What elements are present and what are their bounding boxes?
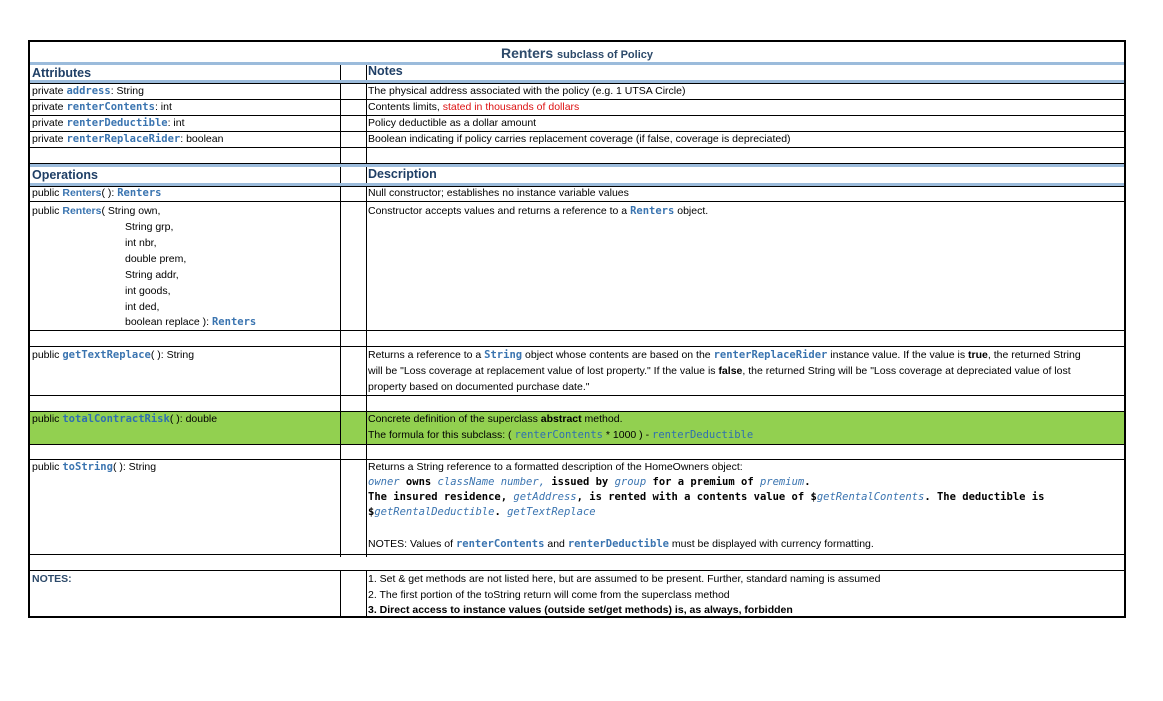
- attribute-renter-deductible-note: Policy deductible as a dollar amount: [368, 117, 537, 129]
- get-text-replace-desc-line2: will be "Loss coverage at replacement value of lost property." If the value is false, the returned String will be "Loss coverage at depreciated value of lost: [368, 365, 1071, 377]
- attribute-renter-deductible: private renterDeductible: int: [32, 117, 185, 129]
- op-to-string: public toString( ): String: [32, 461, 157, 473]
- total-contract-risk-formula: The formula for this subclass: ( renterContents * 1000 ) - renterDeductible: [368, 429, 754, 441]
- column-divider: [340, 571, 341, 618]
- op-total-contract-risk: public totalContractRisk( ): double: [32, 413, 218, 425]
- total-contract-risk-desc-line1: Concrete definition of the superclass abstract method.: [368, 413, 623, 425]
- ctor-param-last: boolean replace ): Renters: [125, 316, 257, 328]
- class-spec-table: [28, 40, 1126, 618]
- attribute-address-note: The physical address associated with the policy (e.g. 1 UTSA Circle): [368, 85, 686, 97]
- get-text-replace-desc-line3: property based on documented purchase date.": [368, 381, 590, 393]
- ctor-param: int nbr,: [125, 237, 157, 249]
- attribute-address: private address: String: [32, 85, 144, 97]
- to-string-format-line2: The insured residence, getAddress, is rented with a contents value of $getRentalContents. The deductible is: [368, 491, 1045, 503]
- operations-header: Operations: [32, 168, 98, 182]
- to-string-format-line3: $getRentalDeductible. getTextReplace: [368, 506, 596, 518]
- op-null-constructor: public Renters( ): Renters: [32, 187, 162, 199]
- op-full-constructor-desc: Constructor accepts values and returns a reference to a Renters object.: [368, 205, 709, 217]
- column-divider: [340, 63, 341, 557]
- to-string-desc-line1: Returns a String reference to a formatted description of the HomeOwners object:: [368, 461, 743, 473]
- to-string-format-line1: owner owns className number, issued by group for a premium of premium.: [368, 476, 811, 488]
- op-full-constructor: public Renters( String own,: [32, 205, 161, 217]
- ctor-param: int ded,: [125, 301, 160, 313]
- notes-label: NOTES:: [32, 573, 72, 585]
- attribute-renter-replace-rider-note: Boolean indicating if policy carries replacement coverage (if false, coverage is depreciated): [368, 133, 791, 145]
- column-divider: [366, 571, 367, 618]
- attributes-header: Attributes: [32, 66, 92, 80]
- description-header: Description: [368, 167, 437, 181]
- ctor-param: String grp,: [125, 221, 174, 233]
- get-text-replace-desc-line1: Returns a reference to a String object whose contents are based on the renterReplaceRider instance value. If the value is true, the returned String: [368, 349, 1081, 361]
- ctor-param: String addr,: [125, 269, 179, 281]
- column-divider: [366, 63, 367, 557]
- attribute-renter-replace-rider: private renterReplaceRider: boolean: [32, 133, 224, 145]
- note-item: 1. Set & get methods are not listed here, but are assumed to be present. Further, standard naming is assumed: [368, 573, 881, 585]
- attribute-renter-contents-note: Contents limits, stated in thousands of dollars: [368, 101, 580, 113]
- to-string-notes: NOTES: Values of renterContents and renterDeductible must be displayed with currency formatting.: [368, 538, 874, 550]
- notes-header: Notes: [368, 64, 403, 78]
- op-get-text-replace: public getTextReplace( ): String: [32, 349, 195, 361]
- note-item: 3. Direct access to instance values (outside set/get methods) is, as always, forbidden: [368, 604, 793, 616]
- table-title: Renters subclass of Policy: [500, 45, 653, 61]
- ctor-param: double prem,: [125, 253, 187, 265]
- attribute-renter-contents: private renterContents: int: [32, 101, 172, 113]
- note-item: 2. The first portion of the toString return will come from the superclass method: [368, 589, 730, 601]
- ctor-param: int goods,: [125, 285, 171, 297]
- op-null-constructor-desc: Null constructor; establishes no instance variable values: [368, 187, 629, 199]
